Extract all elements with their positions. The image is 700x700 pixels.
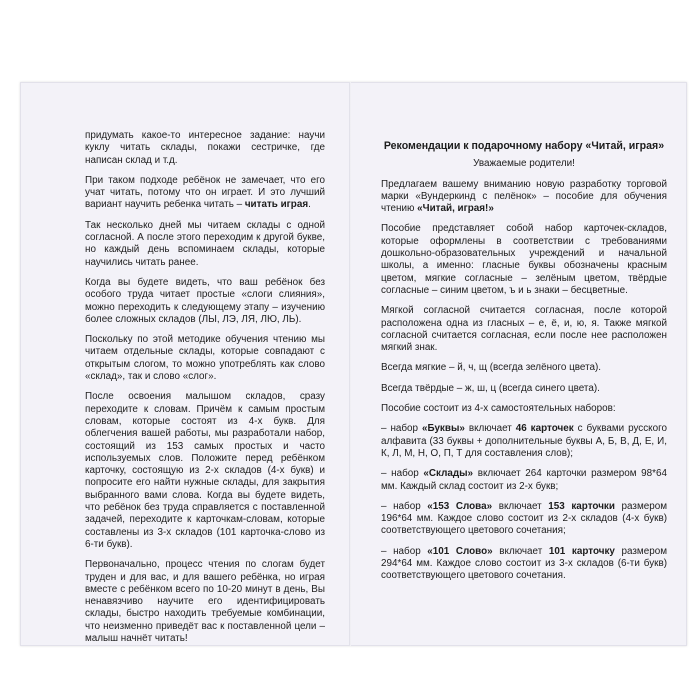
left-paragraph-4: Когда вы будете видеть, что ваш ребёнок без особого труда читает простые «слоги слияния», можно переходить к следующему этапу – изучению более сложных складов (ЛЫ, ЛЭ, ЛЯ, ЛЮ, ЛЬ). xyxy=(85,276,325,325)
left-page xyxy=(85,130,325,653)
left-paragraph-5: Поскольку по этой методике обучения чтению мы читаем отдельные склады, которые совпадают с открытым слогом, то можно употреблять как слово «склад», так и слово «слог». xyxy=(85,334,325,383)
set-101-count: 101 карточку xyxy=(548,545,615,557)
right-paragraph-2: Пособие представляет собой набор карточек-складов, которые оформлены в соответствии с требованиями дошкольно-образовательных учреждений и начальной школы, а именно: гласные буквы обозначены красным цветом, мягкие согласные – зелёным цветом, твёрдые согласные – синим цветом, ъ и ь знаки – бесцветные. xyxy=(381,223,667,296)
left-paragraph-1: придумать какое-то интересное задание: научи куклу читать склады, покажи сестричке, где написан склад и т.д. xyxy=(85,130,325,166)
left-paragraph-2-bold: читать играя xyxy=(244,199,309,211)
set-153-slova xyxy=(381,501,667,538)
set-101-rest: размером 294*64 мм. Каждое слово состоит из 3-х складов (6-ти букв) соответствующего цветового сочетания. xyxy=(381,545,667,582)
set-bukvy-name: «Буквы» xyxy=(421,423,465,435)
page-title: Рекомендации к подарочному набору «Читай, играя» xyxy=(383,140,665,152)
set-101-mid: включает xyxy=(492,545,549,557)
right-intro xyxy=(381,179,667,216)
right-paragraph-6: Пособие состоит из 4-х самостоятельных наборов: xyxy=(381,403,616,415)
set-153-mid: включает xyxy=(492,500,549,512)
right-intro-bold: «Читай, играя!» xyxy=(417,203,494,215)
page-fold xyxy=(349,82,351,646)
set-bukvy-pre: – набор xyxy=(381,423,422,435)
set-153-name: «153 Слова» xyxy=(427,500,493,512)
set-101-pre: – набор xyxy=(381,545,428,557)
greeting: Уважаемые родители! xyxy=(473,158,575,170)
set-153-rest: размером 196*64 мм. Каждое слово состоит из 2-х складов (4-х букв) соответствующего цветового сочетания; xyxy=(381,500,667,537)
set-101-slovo xyxy=(381,546,667,583)
set-153-count: 153 карточки xyxy=(548,500,615,512)
set-bukvy xyxy=(381,423,667,460)
set-sklady-name: «Склады» xyxy=(423,468,474,480)
left-paragraph-2-text: При таком подходе ребёнок не замечает, что его учат читать, потому что он играет. И это лучший вариант научить ребенка читать – xyxy=(85,174,325,211)
left-paragraph-2-end: . xyxy=(308,199,311,211)
left-paragraph-6: После освоения малышом складов, сразу переходите к словам. Причём к самым простым словам, которые состоят из 4-х букв. Для облегчения вашей работы, мы разработали набор, состоящий из 153 самых простых и часто используемых слов. Положите перед ребёнком карточку, состоящую из 2-х складов (4-х букв) и попросите его найти нужные склады, для закрытия выбранного вами слова. Когда вы будете видеть, что ребёнок без труда справляется с поставленной задачей, переходите к карточкам-словам, которые составлены из 3-х складов (101 карточка-слово из 6-ти букв). xyxy=(85,391,325,550)
set-sklady-rest: включает 264 карточки размером 98*64 мм. Каждый склад состоит из 2-х букв; xyxy=(381,468,667,492)
right-paragraph-3: Мягкой согласной считается согласная, после которой расположена одна из гласных – е, ё, и, ю, я. Также мягкой согласной считается согласная, если после нее расположен мягкий знак. xyxy=(381,305,667,354)
right-page xyxy=(381,126,667,591)
set-sklady-pre: – набор xyxy=(381,468,424,480)
left-paragraph-3: Так несколько дней мы читаем склады с одной согласной. А после этого переходим к другой букве, но каждый день вспоминаем склады, которые научились читать ранее. xyxy=(85,219,325,268)
set-sklady xyxy=(381,468,667,493)
left-paragraph-2 xyxy=(85,175,325,212)
right-paragraph-4: Всегда мягкие – й, ч, щ (всегда зелёного цвета). xyxy=(381,362,602,374)
set-bukvy-mid: включает xyxy=(464,423,516,435)
right-paragraph-5: Всегда твёрдые – ж, ш, ц (всегда синего цвета). xyxy=(381,382,600,394)
left-paragraph-7: Первоначально, процесс чтения по слогам будет труден и для вас, и для вашего ребёнка, но играя вместе с ребёнком всего по 10-20 минут в день, Вы ненавязчиво научите его идентифицировать склады, быстро находить требуемые комбинации, что неизменно приведёт вас к поставленной цели – малыш начнёт читать! xyxy=(85,559,325,644)
set-153-pre: – набор xyxy=(381,500,428,512)
right-intro-text: Предлагаем вашему вниманию новую разработку торговой марки «Вундеркинд с пелёнок» – пособие для обучения чтению xyxy=(381,178,667,215)
set-bukvy-count: 46 карточек xyxy=(515,423,574,435)
set-bukvy-rest: с буквами русского алфавита (33 буквы + дополнительные буквы А, Б, В, Д, Е, И, К, Л, М, Н, О, П, Т для составления слов); xyxy=(381,423,667,459)
set-101-name: «101 Слово» xyxy=(427,545,493,557)
